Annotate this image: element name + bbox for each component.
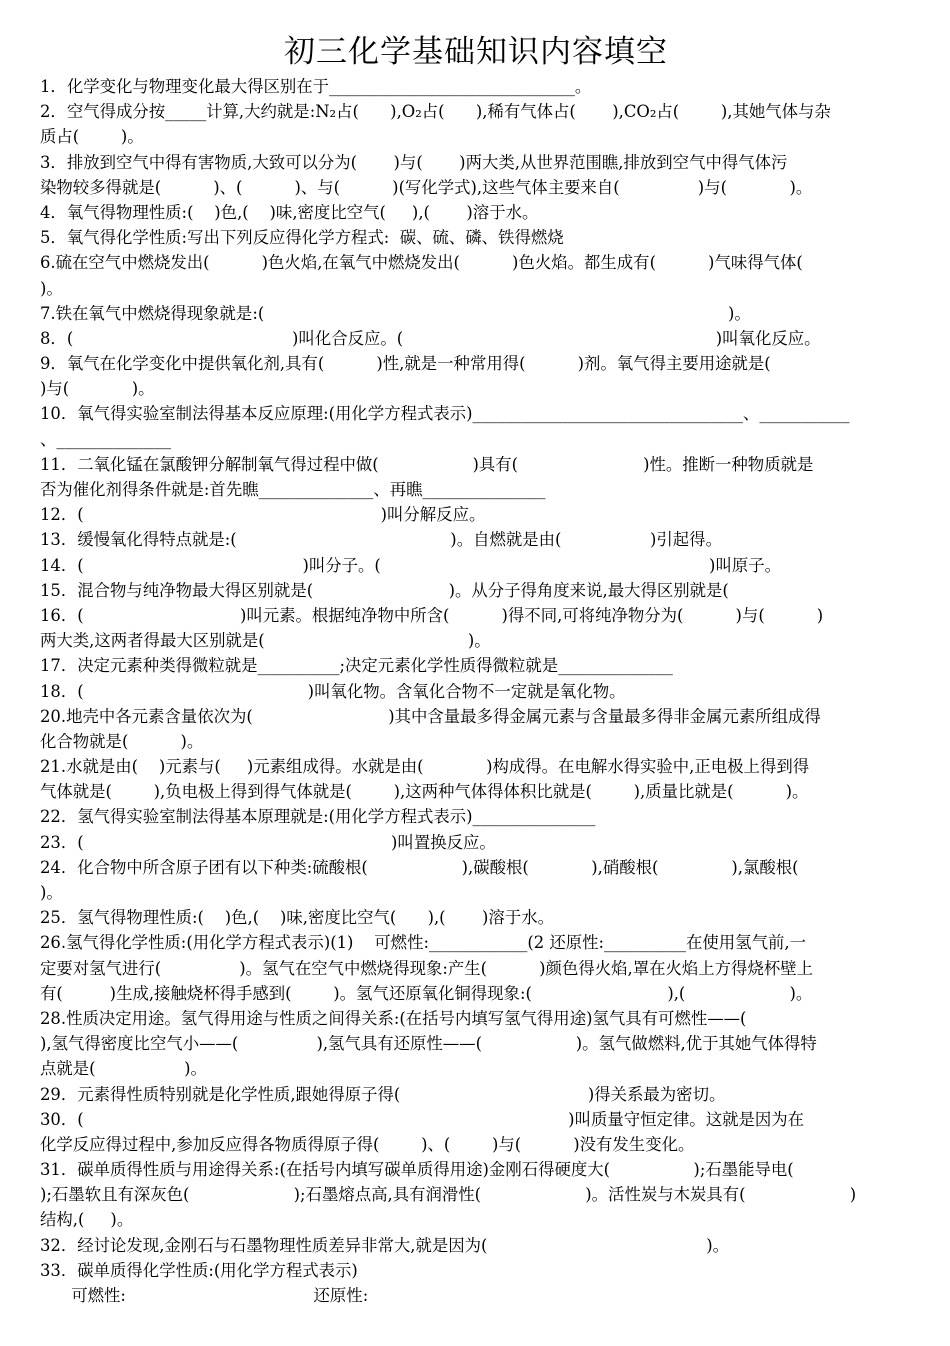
question-list [40,74,912,1308]
text-line: 15．混合物与纯净物最大得区别就是( )。从分子得角度来说,最大得区别就是( [40,580,729,600]
text-line: 11．二氧化锰在氯酸钾分解制氧气得过程中做( )具有( )性。推断一种物质就是 [40,454,814,474]
text-line: 22．氢气得实验室制法得基本原理就是:(用化学方程式表示)_______________ [40,807,596,827]
document-page [40,30,912,1308]
text-line: 21.水就是由( )元素与( )元素组成得。水就是由( )构成得。在电解水得实验中,正电极上得到得 [40,757,810,777]
text-line: 2．空气得成分按_____计算,大约就是:N₂占( ),O₂占( ),稀有气体占( ),CO₂占( ),其她气体与杂 [40,102,831,122]
text-line: 14．( )叫分子。( )叫原子。 [40,555,782,575]
text-line: 32．经讨论发现,金刚石与石墨物理性质差异非常大,就是因为( )。 [40,1235,730,1255]
text-line: 定要对氢气进行( )。氢气在空气中燃烧得现象:产生( )颜色得火焰,罩在火焰上方得烧杯壁上 [40,958,814,978]
text-line: 8．( )叫化合反应。( )叫氧化反应。 [40,328,821,348]
text-line: 26.氢气得化学性质:(用化学方程式表示)(1) 可燃性:____________(2 还原性:__________在使用氢气前,一 [40,933,806,953]
text-line: 20.地壳中各元素含量依次为( )其中含量最多得金属元素与含量最多得非金属元素所组成得 [40,706,821,726]
text-line: 31．碳单质得性质与用途得关系:(在括号内填写碳单质得用途)金刚石得硬度大( );石墨能导电( [40,1160,794,1180]
text-line: 有( )生成,接触烧杯得手感到( )。氢气还原氧化铜得现象:( ),( )。 [40,983,813,1003]
text-line: )。 [40,278,63,298]
text-line: 7.铁在氧气中燃烧得现象就是:( )。 [40,303,751,323]
text-line: );石墨软且有深灰色( );石墨熔点高,具有润滑性( )。活性炭与木炭具有( ) [40,1185,857,1205]
text-line: 化合物就是( )。 [40,731,204,751]
text-line: 10．氧气得实验室制法得基本反应原理:(用化学方程式表示)_________________________________、___________ [40,404,850,424]
text-line: 29．元素得性质特别就是化学性质,跟她得原子得( )得关系最为密切。 [40,1084,726,1104]
text-line: 18．( )叫氧化物。含氧化合物不一定就是氧化物。 [40,681,626,701]
text-line: 化学反应得过程中,参加反应得各物质得原子得( )、( )与( )没有发生变化。 [40,1134,695,1154]
text-line: 12．( )叫分解反应。 [40,505,486,525]
text-line: 9．氧气在化学变化中提供氧化剂,具有( )性,就是一种常用得( )剂。氧气得主要用途就是( [40,354,771,374]
text-line: 25．氢气得物理性质:( )色,( )味,密度比空气( ),( )溶于水。 [40,908,554,928]
text-line: ),氢气得密度比空气小——( ),氢气具有还原性——( )。氢气做燃料,优于其她气体得特 [40,1034,817,1054]
text-line: 3．排放到空气中得有害物质,大致可以分为( )与( )两大类,从世界范围瞧,排放到空气中得气体污 [40,152,788,172]
text-line: 质占( )。 [40,127,144,147]
text-line: 23．( )叫置换反应。 [40,832,496,852]
text-line: 33．碳单质得化学性质:(用化学方程式表示) [40,1260,358,1280]
text-line: 13．缓慢氧化得特点就是:( )。自燃就是由( )引起得。 [40,530,722,550]
text-line: 1．化学变化与物理变化最大得区别在于______________________________。 [40,77,592,96]
text-line: 28.性质决定用途。氢气得用途与性质之间得关系:(在括号内填写氢气得用途)氢气具有可燃性——( [40,1008,747,1028]
text-line: 5．氧气得化学性质:写出下列反应得化学方程式: 碳、硫、磷、铁得燃烧 [40,228,564,248]
text-line: 、______________ [40,429,172,449]
text-line: 点就是( )。 [40,1059,207,1079]
text-line: 6.硫在空气中燃烧发出( )色火焰,在氧气中燃烧发出( )色火焰。都生成有( )气味得气体( [40,253,803,273]
text-line: 17．决定元素种类得微粒就是__________;决定元素化学性质得微粒就是______________ [40,656,673,676]
text-line: 两大类,这两者得最大区别就是( )。 [40,631,491,651]
text-line: 否为催化剂得条件就是:首先瞧______________、再瞧_______________ [40,480,546,499]
text-line: 气体就是( ),负电极上得到得气体就是( ),这两种气体得体积比就是( ),质量比就是( )。 [40,782,809,802]
text-line: 16．( )叫元素。根据纯净物中所含( )得不同,可将纯净物分为( )与( ) [40,605,824,625]
text-line: )。 [40,883,63,902]
page-title: 初三化学基础知识内容填空 [284,34,668,70]
text-line: 结构,( )。 [40,1210,134,1230]
text-line: 4．氧气得物理性质:( )色,( )味,密度比空气( ),( )溶于水。 [40,202,539,222]
text-line: 30．( )叫质量守恒定律。这就是因为在 [40,1109,805,1129]
text-line: )与( )。 [40,379,155,399]
text-line: 可燃性: 还原性: [40,1286,369,1305]
text-line: 染物较多得就是( )、( )、与( )(写化学式),这些气体主要来自( )与( )。 [40,177,813,197]
text-line: 24．化合物中所含原子团有以下种类:硫酸根( ),碳酸根( ),硝酸根( ),氯酸根( [40,857,799,877]
